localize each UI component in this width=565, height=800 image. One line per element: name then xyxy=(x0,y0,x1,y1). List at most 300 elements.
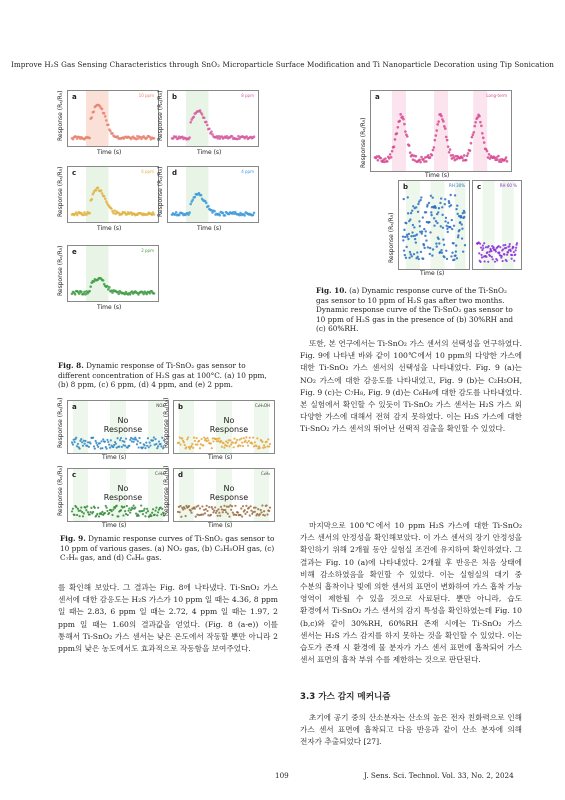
data-point xyxy=(488,245,490,247)
data-point xyxy=(508,245,510,247)
data-point xyxy=(199,507,201,509)
data-point xyxy=(104,441,106,443)
data-point xyxy=(106,510,108,512)
data-point xyxy=(184,444,186,446)
figure-9-caption-label: Fig. 9. xyxy=(60,534,86,543)
data-point xyxy=(110,207,113,210)
data-point xyxy=(447,145,450,148)
fig9-panel-b xyxy=(173,400,275,454)
data-point xyxy=(106,507,108,509)
figure-10-caption-text: (a) Dynamic response curve of the Ti-SnO₂ gas sensor to 10 ppm of H₂S gas after two months. Dynamic response curve of the Ti-SnO₂ gas sensor to 10 ppm of H₂S gas in the presence of (b) 30%RH and (c) 60%RH. xyxy=(316,286,514,334)
data-point xyxy=(148,446,150,448)
fig10-panel-a-plot xyxy=(371,91,511,171)
data-point xyxy=(434,134,437,137)
data-point xyxy=(89,513,91,515)
data-point xyxy=(201,438,203,440)
data-point xyxy=(440,115,443,118)
data-point xyxy=(245,135,248,138)
data-point xyxy=(448,151,451,154)
data-point xyxy=(479,243,481,245)
data-point xyxy=(111,514,113,516)
fig8-panel-d-plot xyxy=(168,167,258,222)
data-point xyxy=(86,505,88,507)
data-point xyxy=(192,116,195,119)
data-point xyxy=(419,225,421,227)
data-point xyxy=(496,158,499,161)
data-point xyxy=(78,292,81,295)
data-point xyxy=(136,443,138,445)
data-point xyxy=(259,513,261,515)
data-point xyxy=(153,137,156,140)
data-point xyxy=(80,506,82,508)
data-point xyxy=(498,251,500,253)
data-point xyxy=(194,508,196,510)
data-point xyxy=(195,437,197,439)
data-point xyxy=(429,231,431,233)
y-axis-label: Response (Rₐ/R₉) xyxy=(57,465,64,516)
data-point xyxy=(210,130,213,133)
data-point xyxy=(408,257,410,259)
data-point xyxy=(97,446,99,448)
data-point xyxy=(511,258,513,260)
data-point xyxy=(107,124,110,127)
data-point xyxy=(78,447,80,449)
data-point xyxy=(138,515,140,517)
data-point xyxy=(123,506,125,508)
data-point xyxy=(403,229,405,231)
exposure-band xyxy=(473,91,487,171)
data-point xyxy=(485,256,487,258)
data-point xyxy=(128,445,130,447)
data-point xyxy=(101,108,104,111)
x-axis-label: Time (s) xyxy=(97,304,122,311)
data-point xyxy=(480,124,483,127)
data-point xyxy=(111,510,113,512)
data-point xyxy=(142,446,144,448)
data-point xyxy=(213,509,215,511)
data-point xyxy=(256,437,258,439)
data-point xyxy=(225,511,227,513)
y-axis-label: Response (Rₐ/R₉) xyxy=(57,397,64,448)
data-point xyxy=(487,261,489,263)
data-point xyxy=(190,510,192,512)
data-point xyxy=(121,446,123,448)
y-axis-label: Response (Rₐ/R₉) xyxy=(57,245,64,296)
data-point xyxy=(90,198,93,201)
data-point xyxy=(206,124,209,127)
data-point xyxy=(137,440,139,442)
data-point xyxy=(139,442,141,444)
data-point xyxy=(206,505,208,507)
data-point xyxy=(128,507,130,509)
data-point xyxy=(503,253,505,255)
data-point xyxy=(451,228,453,230)
y-axis-label: Response (Rₐ/R₉) xyxy=(163,465,170,516)
data-point xyxy=(71,510,73,512)
data-point xyxy=(478,252,480,254)
data-point xyxy=(248,507,250,509)
y-axis-label: Response (Rₐ/R₉) xyxy=(57,166,64,217)
data-point xyxy=(212,508,214,510)
data-point xyxy=(103,112,106,115)
data-point xyxy=(99,442,101,444)
data-point xyxy=(232,442,234,444)
data-point xyxy=(450,204,452,206)
data-point xyxy=(222,442,224,444)
data-point xyxy=(442,227,444,229)
data-point xyxy=(435,129,438,132)
data-point xyxy=(420,251,422,253)
figure-10-caption xyxy=(316,286,516,334)
data-point xyxy=(396,132,399,135)
data-point xyxy=(515,249,517,251)
data-point xyxy=(416,256,418,258)
data-point xyxy=(479,121,482,124)
data-point xyxy=(439,202,441,204)
data-point xyxy=(133,441,135,443)
data-point xyxy=(73,514,75,516)
data-point xyxy=(438,207,440,209)
data-point xyxy=(154,514,156,516)
data-point xyxy=(75,506,77,508)
data-point xyxy=(80,291,83,294)
data-point xyxy=(215,512,217,514)
data-point xyxy=(217,508,219,510)
data-point xyxy=(223,505,225,507)
data-point xyxy=(511,254,513,256)
data-point xyxy=(228,445,230,447)
data-point xyxy=(443,256,445,258)
data-point xyxy=(402,235,404,237)
data-point xyxy=(252,436,254,438)
data-point xyxy=(127,509,129,511)
data-point xyxy=(453,259,455,261)
data-point xyxy=(447,222,449,224)
data-point xyxy=(189,121,192,124)
panel-gas-tag: C₇H₈ xyxy=(154,471,164,476)
data-point xyxy=(100,189,103,192)
data-point xyxy=(92,511,94,513)
data-point xyxy=(413,253,415,255)
data-point xyxy=(89,442,91,444)
y-axis-label: Response (Rₐ/R₉) xyxy=(57,90,64,141)
data-point xyxy=(486,150,489,153)
figure-10-caption-label: Fig. 10. xyxy=(316,286,347,295)
data-point xyxy=(412,205,414,207)
data-point xyxy=(455,250,457,252)
data-point xyxy=(178,442,180,444)
data-point xyxy=(406,235,408,237)
data-point xyxy=(135,439,137,441)
data-point xyxy=(412,224,414,226)
data-point xyxy=(224,509,226,511)
data-point xyxy=(425,239,427,241)
data-point xyxy=(237,512,239,514)
data-point xyxy=(245,505,247,507)
data-point xyxy=(509,243,511,245)
data-point xyxy=(449,226,451,228)
data-point xyxy=(232,512,234,514)
data-point xyxy=(134,506,136,508)
data-point xyxy=(149,444,151,446)
data-point xyxy=(194,440,196,442)
fig10-panel-c xyxy=(472,180,522,270)
data-point xyxy=(264,446,266,448)
left-paragraph: 를 확인해 보았다. 그 결과는 Fig. 8에 나타냈다. Ti-SnO₂ 가스 센서에 대한 감응도는 H₂S 가스가 10 ppm 일 때는 4.36, 8 ppm 일 때는 2.83, 6 ppm 일 때는 2.72, 4 ppm 일 때는 1.97, 2 ppm 일 때는 1.60의 결과값을 얻었다. (Fig. 8 (a-e)) 이를 통해서 Ti-SnO₂ 가스 센서는 낮은 온도에서 작동할 뿐만 아니라 2 ppm의 낮은 농도에서도 효과적으로 작동함을 보여주었다. xyxy=(58,583,278,654)
data-point xyxy=(140,504,142,506)
data-point xyxy=(194,196,197,199)
data-point xyxy=(249,437,251,439)
data-point xyxy=(464,244,466,246)
data-point xyxy=(466,154,469,157)
data-point xyxy=(199,447,201,449)
data-point xyxy=(183,441,185,443)
data-point xyxy=(95,442,97,444)
data-point xyxy=(101,447,103,449)
data-point xyxy=(430,211,432,213)
data-point xyxy=(377,159,380,162)
data-point xyxy=(147,510,149,512)
data-point xyxy=(391,150,394,153)
data-point xyxy=(386,160,389,163)
data-point xyxy=(210,514,212,516)
data-point xyxy=(71,441,73,443)
data-point xyxy=(444,203,446,205)
data-point xyxy=(493,246,495,248)
data-point xyxy=(405,257,407,259)
data-point xyxy=(403,123,406,126)
data-point xyxy=(255,506,257,508)
data-point xyxy=(124,510,126,512)
data-point xyxy=(158,440,160,442)
data-point xyxy=(243,437,245,439)
data-point xyxy=(193,437,195,439)
data-point xyxy=(117,293,120,296)
data-point xyxy=(472,133,475,136)
data-point xyxy=(223,446,225,448)
data-point xyxy=(95,189,98,192)
data-point xyxy=(415,155,418,158)
data-point xyxy=(510,250,512,252)
data-point xyxy=(483,242,485,244)
data-point xyxy=(179,511,181,513)
x-axis-label: Time (s) xyxy=(197,149,222,156)
data-point xyxy=(399,113,402,116)
data-point xyxy=(76,514,78,516)
data-point xyxy=(421,232,423,234)
data-point xyxy=(208,506,210,508)
fig8-panel-b-plot xyxy=(168,91,258,146)
figure-8-caption xyxy=(58,361,278,390)
data-point xyxy=(202,444,204,446)
data-point xyxy=(143,508,145,510)
data-point xyxy=(189,203,192,206)
data-point xyxy=(504,244,506,246)
data-point xyxy=(506,254,508,256)
data-point xyxy=(428,221,430,223)
data-point xyxy=(109,447,111,449)
data-point xyxy=(218,437,220,439)
data-point xyxy=(490,250,492,252)
panel-label: c xyxy=(477,183,482,191)
x-axis-label: Time (s) xyxy=(208,522,233,529)
x-axis-label: Time (s) xyxy=(425,172,450,179)
data-point xyxy=(444,198,446,200)
panel-gas-tag: 8 ppm xyxy=(241,93,254,98)
data-point xyxy=(441,214,443,216)
fig10-panel-b xyxy=(398,180,470,270)
data-point xyxy=(452,242,454,244)
fig8-panel-d xyxy=(167,166,259,223)
data-point xyxy=(263,444,265,446)
data-point xyxy=(220,506,222,508)
data-point xyxy=(206,437,208,439)
data-point xyxy=(175,211,178,214)
data-point xyxy=(473,125,476,128)
data-point xyxy=(198,440,200,442)
data-point xyxy=(266,441,268,443)
data-point xyxy=(418,220,420,222)
data-point xyxy=(88,290,91,293)
data-point xyxy=(116,505,118,507)
data-point xyxy=(456,213,458,215)
data-point xyxy=(218,214,221,217)
data-point xyxy=(245,436,247,438)
data-point xyxy=(120,509,122,511)
data-point xyxy=(152,439,154,441)
no-response-label: No Response xyxy=(209,483,249,502)
data-point xyxy=(411,231,413,233)
data-point xyxy=(403,198,405,200)
figure-9-caption xyxy=(60,534,282,563)
data-point xyxy=(216,510,218,512)
data-point xyxy=(97,186,100,189)
data-point xyxy=(184,507,186,509)
no-response-label: No Response xyxy=(209,415,249,434)
data-point xyxy=(231,505,233,507)
data-point xyxy=(218,512,220,514)
data-point xyxy=(80,438,82,440)
data-point xyxy=(449,194,451,196)
data-point xyxy=(205,121,208,124)
data-point xyxy=(484,260,486,262)
data-point xyxy=(239,445,241,447)
x-axis-label: Time (s) xyxy=(102,454,127,461)
data-point xyxy=(153,436,155,438)
data-point xyxy=(115,443,117,445)
data-point xyxy=(109,130,112,133)
data-point xyxy=(124,445,126,447)
data-point xyxy=(122,514,124,516)
data-point xyxy=(408,144,411,147)
data-point xyxy=(244,440,246,442)
fig8-panel-e-plot xyxy=(68,246,158,301)
data-point xyxy=(157,445,159,447)
data-point xyxy=(227,442,229,444)
data-point xyxy=(97,507,99,509)
data-point xyxy=(196,444,198,446)
data-point xyxy=(112,446,114,448)
data-point xyxy=(479,261,481,263)
data-point xyxy=(423,247,425,249)
data-point xyxy=(405,246,407,248)
data-point xyxy=(253,135,256,138)
data-point xyxy=(112,509,114,511)
panel-label: d xyxy=(178,471,184,479)
data-point xyxy=(244,509,246,511)
data-point xyxy=(220,440,222,442)
data-point xyxy=(157,511,159,513)
fig8-panel-e xyxy=(67,245,159,302)
data-point xyxy=(416,233,418,235)
data-point xyxy=(495,250,497,252)
data-point xyxy=(425,230,427,232)
data-point xyxy=(104,115,107,118)
data-point xyxy=(143,509,145,511)
data-point xyxy=(248,440,250,442)
data-point xyxy=(147,437,149,439)
data-point xyxy=(506,160,509,163)
data-point xyxy=(413,226,415,228)
data-point xyxy=(446,258,448,260)
data-point xyxy=(435,242,437,244)
fig10-panel-c-plot xyxy=(473,181,521,269)
data-point xyxy=(455,244,457,246)
data-point xyxy=(483,141,486,144)
data-point xyxy=(254,441,256,443)
data-point xyxy=(90,507,92,509)
data-point xyxy=(108,512,110,514)
data-point xyxy=(407,238,409,240)
data-point xyxy=(123,441,125,443)
data-point xyxy=(414,238,416,240)
data-point xyxy=(430,214,432,216)
data-point xyxy=(407,212,409,214)
data-point xyxy=(200,194,203,197)
data-point xyxy=(409,151,412,154)
x-axis-label: Time (s) xyxy=(208,454,233,461)
data-point xyxy=(138,437,140,439)
data-point xyxy=(445,136,448,139)
data-point xyxy=(244,513,246,515)
data-point xyxy=(154,438,156,440)
data-point xyxy=(253,212,256,215)
data-point xyxy=(268,445,270,447)
data-point xyxy=(100,440,102,442)
fig10-panel-a xyxy=(370,90,512,172)
data-point xyxy=(441,206,443,208)
data-point xyxy=(486,251,488,253)
data-point xyxy=(427,246,429,248)
data-point xyxy=(118,446,120,448)
data-point xyxy=(98,515,100,517)
data-point xyxy=(422,216,424,218)
data-point xyxy=(144,447,146,449)
data-point xyxy=(191,443,193,445)
data-point xyxy=(82,515,84,517)
data-point xyxy=(207,205,210,208)
data-point xyxy=(156,514,158,516)
data-point xyxy=(188,136,191,139)
data-point xyxy=(153,213,156,216)
data-point xyxy=(77,443,79,445)
data-point xyxy=(154,510,156,512)
data-point xyxy=(88,212,91,215)
data-point xyxy=(250,510,252,512)
data-point xyxy=(146,445,148,447)
data-point xyxy=(150,515,152,517)
data-point xyxy=(516,242,518,244)
